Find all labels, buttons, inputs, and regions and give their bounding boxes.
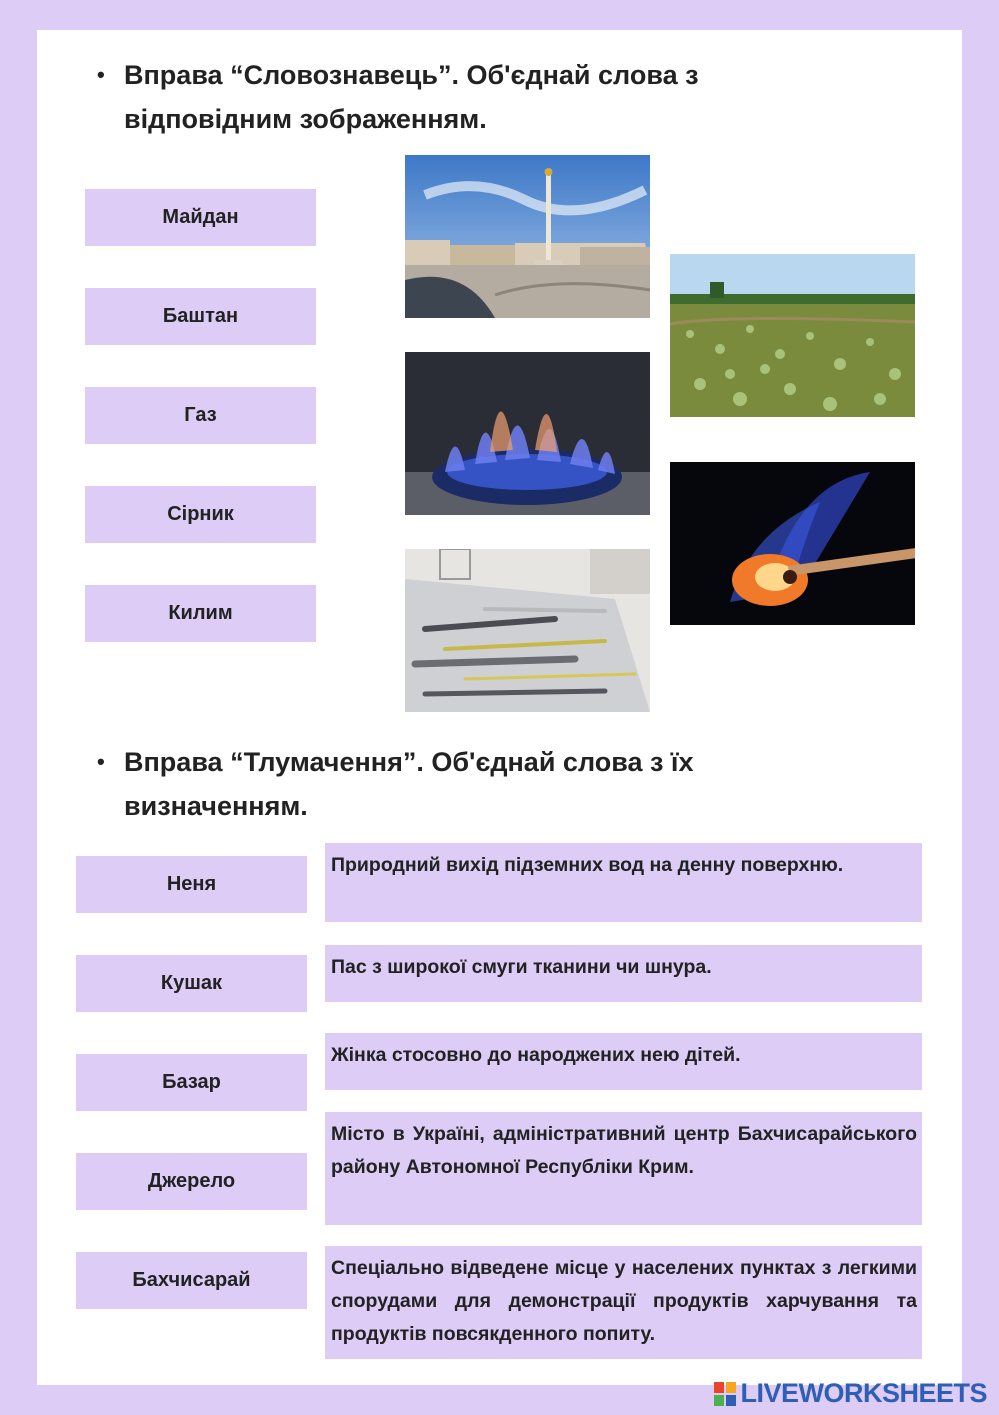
word-label: Бахчисарай	[132, 1269, 251, 1291]
burning-match-photo[interactable]	[670, 462, 915, 625]
definition-box-4[interactable]	[325, 1112, 922, 1225]
word-label: Сірник	[167, 503, 234, 525]
word-box-bazar[interactable]	[76, 1054, 307, 1111]
definition-box-3[interactable]	[325, 1033, 922, 1090]
rug-photo[interactable]	[405, 549, 650, 712]
definition-text: Спеціально відведене місце у населених пунктах з легкими спорудами для демонстрації продуктів харчування та продуктів повсякденного попиту.	[331, 1257, 917, 1345]
definition-text: Місто в Україні, адміністративний центр Бахчисарайського району Автономної Республіки Крим.	[331, 1123, 917, 1178]
melon-field-photo[interactable]	[670, 254, 915, 417]
word-label: Неня	[166, 873, 217, 895]
word-label: Джерело	[147, 1170, 236, 1192]
definition-text: Жінка стосовно до народжених нею дітей.	[331, 1044, 741, 1066]
word-box-kylym[interactable]	[85, 585, 316, 642]
definition-text: Пас з широкої смуги тканини чи шнура.	[331, 956, 712, 978]
word-box-dzherelo[interactable]	[76, 1153, 307, 1210]
definition-box-2[interactable]	[325, 945, 922, 1002]
liveworksheets-logo[interactable]	[714, 1378, 987, 1409]
word-box-maidan[interactable]	[85, 189, 316, 246]
liveworksheets-logo-icon	[714, 1382, 736, 1406]
exercise1-heading	[97, 53, 864, 141]
word-label: Газ	[184, 404, 217, 426]
definition-text: Природний вихід підземних вод на денну поверхню.	[331, 854, 844, 876]
word-box-nenia[interactable]	[76, 856, 307, 913]
word-label: Кушак	[160, 972, 223, 994]
bullet-icon: •	[97, 62, 105, 87]
bullet-icon: •	[97, 749, 105, 774]
maidan-square-photo[interactable]	[405, 155, 650, 318]
word-box-bashtan[interactable]	[85, 288, 316, 345]
brand-name: LIVEWORKSHEETS	[740, 1378, 987, 1408]
word-label: Баштан	[162, 305, 239, 327]
word-label: Килим	[168, 602, 233, 624]
exercise2-heading	[97, 740, 864, 828]
word-box-bakhchysarai[interactable]	[76, 1252, 307, 1309]
gas-flame-photo[interactable]	[405, 352, 650, 515]
definition-box-5[interactable]	[325, 1246, 922, 1359]
definition-box-1[interactable]	[325, 843, 922, 922]
word-label: Базар	[162, 1071, 221, 1093]
exercise2-title: Вправа “Тлумачення”. Об'єднай слова з їх визначенням.	[124, 747, 694, 821]
exercise1-title: Вправа “Словознавець”. Об'єднай слова з відповідним зображенням.	[124, 60, 699, 134]
word-label: Майдан	[162, 206, 239, 228]
word-box-sirnyk[interactable]	[85, 486, 316, 543]
worksheet-page	[37, 30, 962, 1385]
word-box-kushak[interactable]	[76, 955, 307, 1012]
word-box-gaz[interactable]	[85, 387, 316, 444]
